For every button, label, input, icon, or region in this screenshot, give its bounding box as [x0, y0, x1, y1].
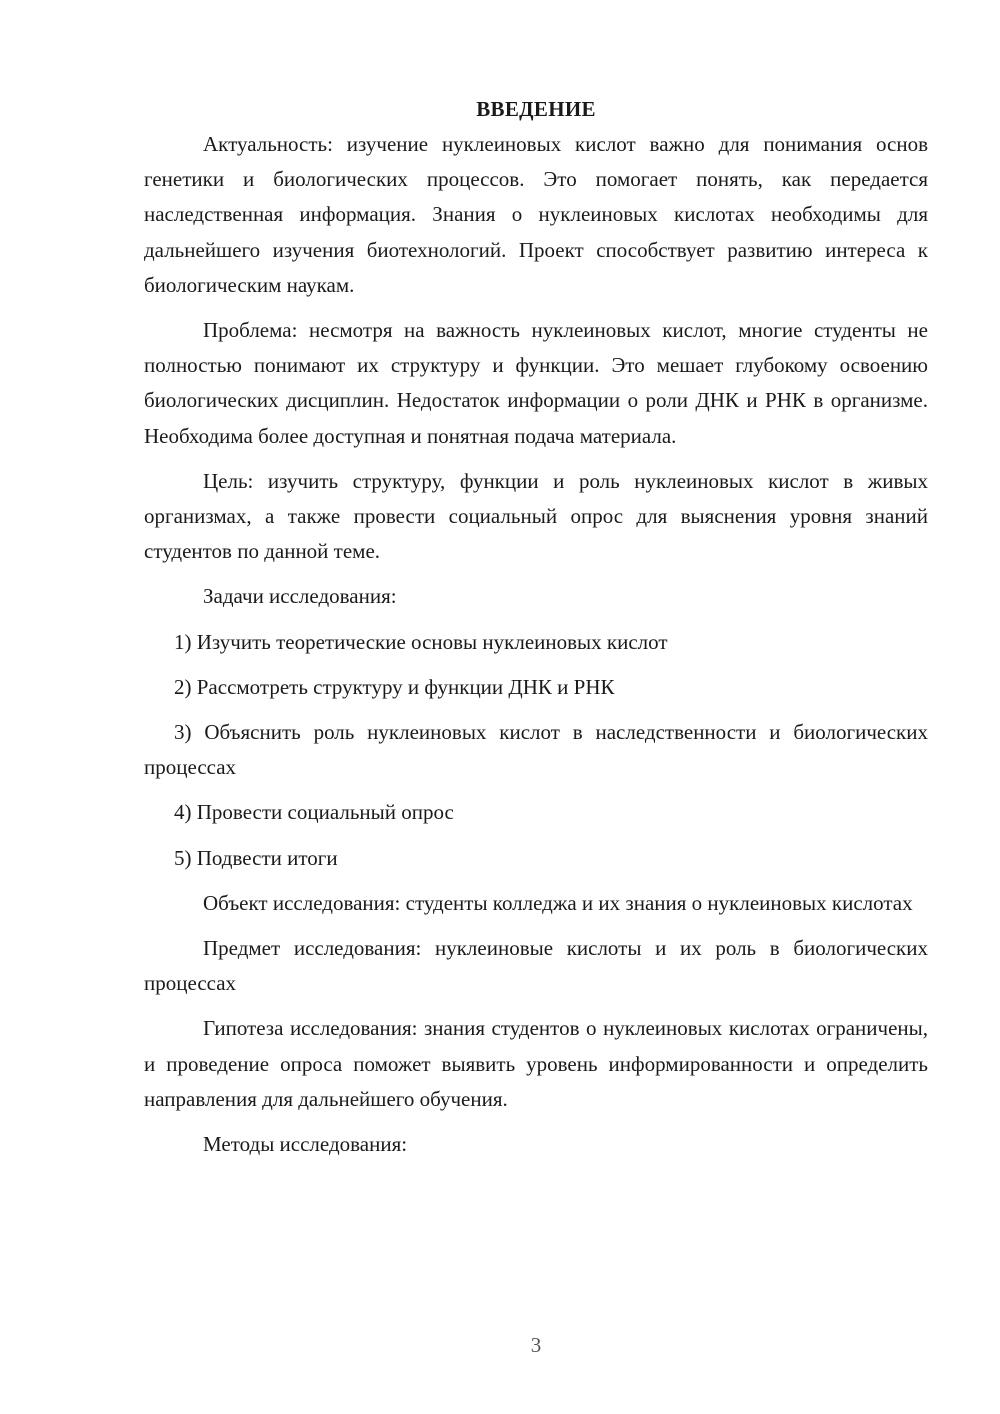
task-item: 1) Изучить теоретические основы нуклеиновых кислот — [174, 629, 668, 654]
task-item: 2) Рассмотреть структуру и функции ДНК и РНК — [174, 674, 615, 699]
section-heading: ВВЕДЕНИЕ — [476, 97, 596, 121]
relevance-paragraph: Актуальность: изучение нуклеиновых кислот важно для понимания основ генетики и биологических процессов. Это помогает понять, как передается наследственная информация. Знания о нуклеиновых кислотах необходимы для дальнейшего изучения биотехнологий. Проект способствует развитию интереса к биологическим наукам. — [144, 132, 928, 297]
page-number: 3 — [530, 1333, 542, 1357]
goal-paragraph: Цель: изучить структуру, функции и роль нуклеиновых кислот в живых организмах, а также провести социальный опрос для выяснения уровня знаний студентов по данной теме. — [144, 468, 928, 564]
methods-heading: Методы исследования: — [203, 1132, 408, 1157]
object-paragraph: Объект исследования: студенты колледжа и их знания о нуклеиновых кислотах — [203, 890, 913, 915]
subject-paragraph: Предмет исследования: нуклеиновые кислоты и их роль в биологических процессах — [144, 936, 928, 996]
tasks-heading: Задачи исследования: — [203, 584, 397, 609]
hypothesis-paragraph: Гипотеза исследования: знания студентов о нуклеиновых кислотах ограничены, и проведение опроса поможет выявить уровень информированности и определить направления для дальнейшего обучения. — [144, 1016, 928, 1111]
problem-paragraph: Проблема: несмотря на важность нуклеиновых кислот, многие студенты не полностью понимают их структуру и функции. Это мешает глубокому освоению биологических дисциплин. Недостаток информации о роли ДНК и РНК в организме. Необходима более доступная и понятная подача материала. — [144, 318, 928, 448]
task-item: 5) Подвести итоги — [174, 845, 338, 870]
document-page — [144, 92, 928, 1162]
task-item: 3) Объяснить роль нуклеиновых кислот в наследственности и биологических процессах — [144, 720, 928, 780]
task-item: 4) Провести социальный опрос — [174, 800, 454, 825]
